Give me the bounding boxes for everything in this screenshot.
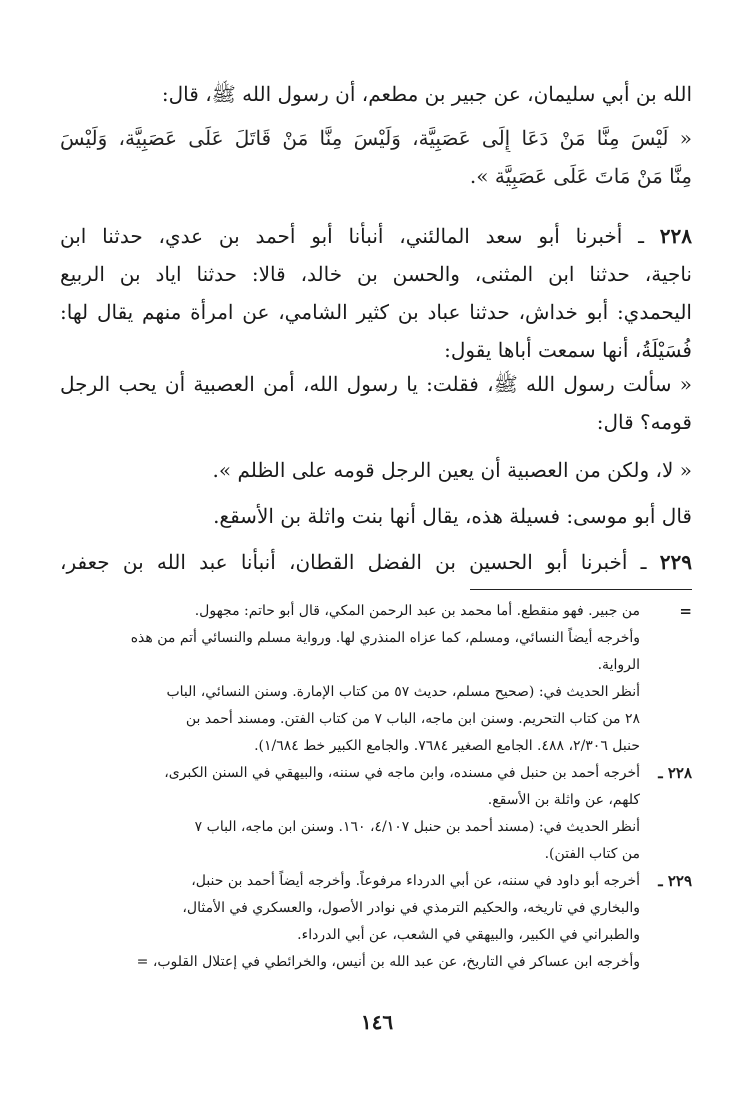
footnote-line: والبخاري في تاريخه، والحكيم الترمذي في نوادر الأصول، والعسكري في الأمثال، — [182, 900, 640, 916]
abu-musa-note — [60, 502, 692, 530]
quote-line: « سألت رسول الله ﷺ، فقلت: يا رسول الله، أمن العصبية أن يحب الرجل — [60, 372, 692, 396]
text-line: الله بن أبي سليمان، عن جبير بن مطعم، أن رسول الله ﷺ، قال: — [161, 82, 692, 106]
footnote-continued — [60, 598, 692, 760]
hadith-229 — [60, 548, 692, 576]
footnote-line: أخرجه أبو داود في سننه، عن أبي الدرداء مرفوعاً. وأخرجه أيضاً أحمد بن حنبل، — [191, 873, 640, 889]
footnote-line: من جبير. فهو منقطع. أما محمد بن عبد الرحمن المكي، قال أبو حاتم: مجهول. — [194, 603, 640, 619]
footnote-line: وأخرجه أيضاً النسائي، ومسلم، كما عزاه المنذري لها. ورواية مسلم والنسائي أتم من هذه — [130, 630, 640, 646]
question-quote — [60, 370, 692, 436]
quote-line: « لَيْسَ مِنَّا مَنْ دَعَا إِلَى عَصَبِيَّة، وَلَيْسَ مِنَّا مَنْ قَاتَلَ عَلَى عَصَبِيَّة، وَلَيْسَ — [60, 126, 692, 150]
footnote-number: ٢٢٨ ـ — [658, 764, 692, 782]
footnote-line: والطبراني في الكبير، والبيهقي في الشعب، عن أبي الدرداء. — [297, 927, 640, 943]
footnote-number: ٢٢٩ ـ — [658, 872, 692, 890]
footnote-line: ٢٨ من كتاب التحريم. وسنن ابن ماجه، الباب ٧ من كتاب الفتن. ومسند أحمد بن — [185, 711, 640, 727]
footnote-line: كلهم، عن واثلة بن الأسقع. — [487, 792, 640, 808]
footnotes — [60, 598, 692, 976]
hadith-228-line-1: ٢٢٨ ـ أخبرنا أبو سعد المالئني، أنبأنا أبو أحمد بن عدي، حدثنا ابن — [60, 224, 692, 248]
quote-line: « لا، ولكن من العصبية أن يعين الرجل قومه على الظلم ». — [212, 458, 692, 482]
footnote-line: أنظر الحديث في: (صحيح مسلم، حديث ٥٧ من كتاب الإمارة. وسنن النسائي، الباب — [166, 684, 640, 700]
footnote-line: حنبل ٢/٣٠٦، ٤٨٨. الجامع الصغير ٧٦٨٤. والجامع الكبير خط ١/٦٨٤). — [254, 738, 640, 754]
hadith-number: ٢٢٨ — [659, 224, 692, 248]
continuation-mark: = — [679, 602, 692, 620]
hadith-229-line-1: ٢٢٩ ـ أخبرنا أبو الحسين بن الفضل القطان، أنبأنا عبد الله بن جعفر، — [60, 550, 692, 574]
text-line: فُسَيْلَةُ، أنها سمعت أباها يقول: — [444, 338, 692, 362]
hadith-number: ٢٢٩ — [659, 550, 692, 574]
footnote-line: الرواية. — [597, 657, 640, 673]
quote-line: مِنَّا مَنْ مَاتَ عَلَى عَصَبِيَّة ». — [469, 164, 692, 188]
footnote-229 — [60, 868, 692, 976]
answer-quote — [60, 456, 692, 484]
hadith-quote — [60, 124, 692, 190]
quote-line: قومه؟ قال: — [596, 410, 692, 434]
footnote-line: أخرجه أحمد بن حنبل في مسنده، وابن ماجه في سننه، والبيهقي في السنن الكبرى، — [164, 765, 640, 781]
footnote-line: وأخرجه ابن عساكر في التاريخ، عن عبد الله بن أنيس، والخرائطي في إعتلال القلوب، = — [136, 954, 640, 970]
footnote-line: أنظر الحديث في: (مسند أحمد بن حنبل ٤/١٠٧، ١٦٠. وسنن ابن ماجه، الباب ٧ — [194, 819, 640, 835]
text-line: اليحمدي: أبو خداش، حدثنا عباد بن كثير الشامي، عن امرأة منهم يقال لها: — [60, 300, 692, 324]
main-text — [60, 80, 692, 108]
footnote-line: من كتاب الفتن). — [544, 846, 640, 862]
text-line: ناجية، حدثنا ابن المثنى، والحسن بن خالد، قالا: حدثنا اياد بن الربيع — [60, 262, 692, 286]
text-line: قال أبو موسى: فسيلة هذه، يقال أنها بنت واثلة بن الأسقع. — [213, 504, 692, 528]
footnote-divider — [470, 589, 692, 590]
page-number: ١٤٦ — [360, 1010, 394, 1034]
hadith-228 — [60, 222, 692, 364]
footnote-228 — [60, 760, 692, 868]
